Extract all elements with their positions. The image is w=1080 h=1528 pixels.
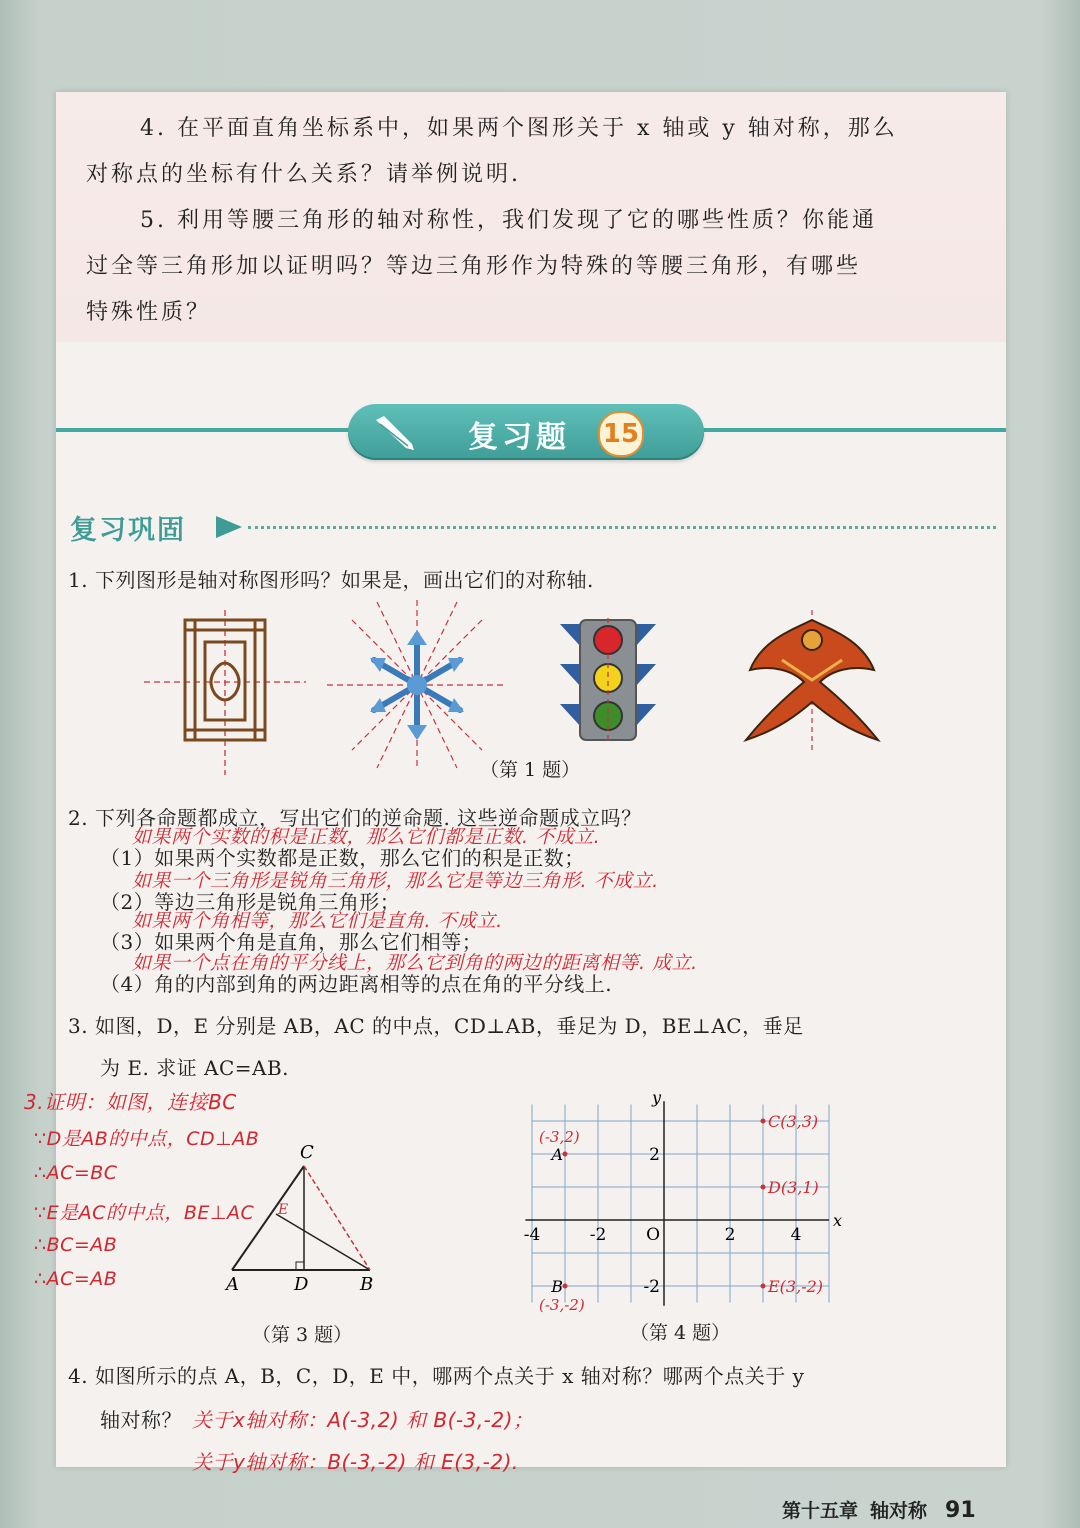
point-note-D: D(3,1): [768, 1178, 819, 1197]
proof-line2: ∵D是AB的中点，CD⊥AB: [34, 1128, 260, 1150]
footer-chapter: 第十五章: [782, 1500, 859, 1522]
point-note-B: (-3,-2): [539, 1296, 585, 1314]
exercise2-answer1: 如果两个实数的积是正数，那么它们都是正数. 不成立.: [132, 826, 601, 848]
exercise2-item1: （1）如果两个实数都是正数，那么它们的积是正数；: [100, 846, 585, 870]
point-label-B: B: [551, 1277, 563, 1296]
proof-line6: ∴AC=AB: [34, 1268, 118, 1290]
page-number: 91: [945, 1498, 976, 1523]
q5-line2: 过全等三角形加以证明吗？等边三角形作为特殊的等腰三角形，有哪些: [86, 254, 862, 279]
point-note-A: (-3,2): [539, 1128, 580, 1146]
y-tick-label: 2: [649, 1145, 660, 1165]
window-lattice-figure: [140, 610, 310, 780]
exercise3-line1: 3. 如图，D，E 分别是 AB，AC 的中点，CD⊥AB，垂足为 D，BE⊥AC，垂足: [68, 1014, 804, 1038]
snowflake-figure: [322, 600, 512, 770]
exercise4-answer2: 关于y轴对称：B(-3,-2) 和 E(3,-2).: [192, 1450, 519, 1474]
label-D: D: [294, 1274, 309, 1295]
exercise2-answer3: 如果两个角相等，那么它们是直角. 不成立.: [132, 910, 503, 932]
origin-label: O: [646, 1225, 660, 1245]
exercise2-item4: （4）角的内部到角的两边距离相等的点在角的平分线上.: [100, 972, 613, 996]
exercise2-item3: （3）如果两个角是直角，那么它们相等；: [100, 930, 483, 954]
x-axis-label: x: [833, 1211, 843, 1230]
point-note-E: E(3,-2): [768, 1277, 824, 1296]
exercise4-caption: （第 4 题）: [630, 1322, 731, 1344]
section-arrow-icon: [216, 516, 242, 538]
exercise1-caption: （第 1 题）: [480, 759, 581, 781]
q5-line1: 5. 利用等腰三角形的轴对称性，我们发现了它的哪些性质？你能通: [140, 208, 877, 233]
proof-line3: ∴AC=BC: [34, 1162, 118, 1184]
y-axis-label: y: [652, 1088, 662, 1108]
exercise4-answer1: 关于x轴对称：A(-3,2) 和 B(-3,-2)；: [192, 1408, 534, 1432]
q4-line2: 对称点的坐标有什么关系？请举例说明.: [86, 162, 521, 187]
page-footer: [782, 1496, 976, 1523]
x-tick-label: 4: [790, 1225, 802, 1245]
exercise2-answer2: 如果一个三角形是锐角三角形，那么它是等边三角形. 不成立.: [132, 870, 659, 892]
label-E: E: [278, 1202, 289, 1218]
traffic-light-figure: [556, 618, 660, 742]
label-A: A: [226, 1274, 239, 1295]
banner-number: 15: [598, 411, 644, 457]
proof-line1: 3.证明：如图，连接BC: [24, 1090, 237, 1114]
exercise2-item2: （2）等边三角形是锐角三角形；: [100, 890, 401, 914]
kite-figure: [742, 610, 882, 750]
label-B: B: [360, 1274, 374, 1295]
exercise1-text: 1. 下列图形是轴对称图形吗？如果是，画出它们的对称轴.: [68, 568, 594, 592]
banner-title: 复习题: [468, 420, 570, 455]
x-tick-label: -2: [589, 1225, 607, 1245]
point-A: [563, 1152, 568, 1157]
point-D: [761, 1185, 766, 1190]
proof-line5: ∴BC=AB: [34, 1234, 118, 1256]
point-C: [761, 1119, 766, 1124]
exercise3-caption: （第 3 题）: [252, 1324, 353, 1346]
x-tick-label: 2: [724, 1225, 736, 1245]
point-E: [761, 1284, 766, 1289]
proof-line4: ∵E是AC的中点，BE⊥AC: [34, 1202, 255, 1224]
section-divider: [248, 526, 996, 529]
footer-title: 轴对称: [870, 1500, 928, 1522]
q5-line3: 特殊性质？: [86, 300, 212, 325]
exercise2-answer4: 如果一个点在角的平分线上，那么它到角的两边的距离相等. 成立.: [132, 952, 698, 974]
exercise3-line2: 为 E. 求证 AC=AB.: [100, 1056, 290, 1080]
point-note-C: C(3,3): [768, 1112, 819, 1131]
q4-line1: 4. 在平面直角坐标系中，如果两个图形关于 x 轴或 y 轴对称，那么: [140, 116, 898, 141]
coordinate-grid: [520, 1088, 880, 1314]
section-title: 复习巩固: [70, 515, 186, 546]
y-tick-label: -2: [643, 1277, 660, 1297]
review-banner: [348, 404, 704, 460]
exercise2-text: 2. 下列各命题都成立，写出它们的逆命题. 这些逆命题成立吗？: [68, 806, 642, 830]
triangle-figure: [220, 1136, 390, 1296]
point-label-A: A: [551, 1145, 563, 1164]
x-tick-label: -4: [523, 1225, 541, 1245]
label-C: C: [300, 1142, 314, 1163]
point-B: [563, 1284, 568, 1289]
exercise4-line2: 轴对称？: [100, 1408, 182, 1432]
exercise4-line1: 4. 如图所示的点 A，B，C，D，E 中，哪两个点关于 x 轴对称？哪两个点关于 y: [68, 1364, 805, 1388]
pencil-icon: [372, 414, 416, 450]
